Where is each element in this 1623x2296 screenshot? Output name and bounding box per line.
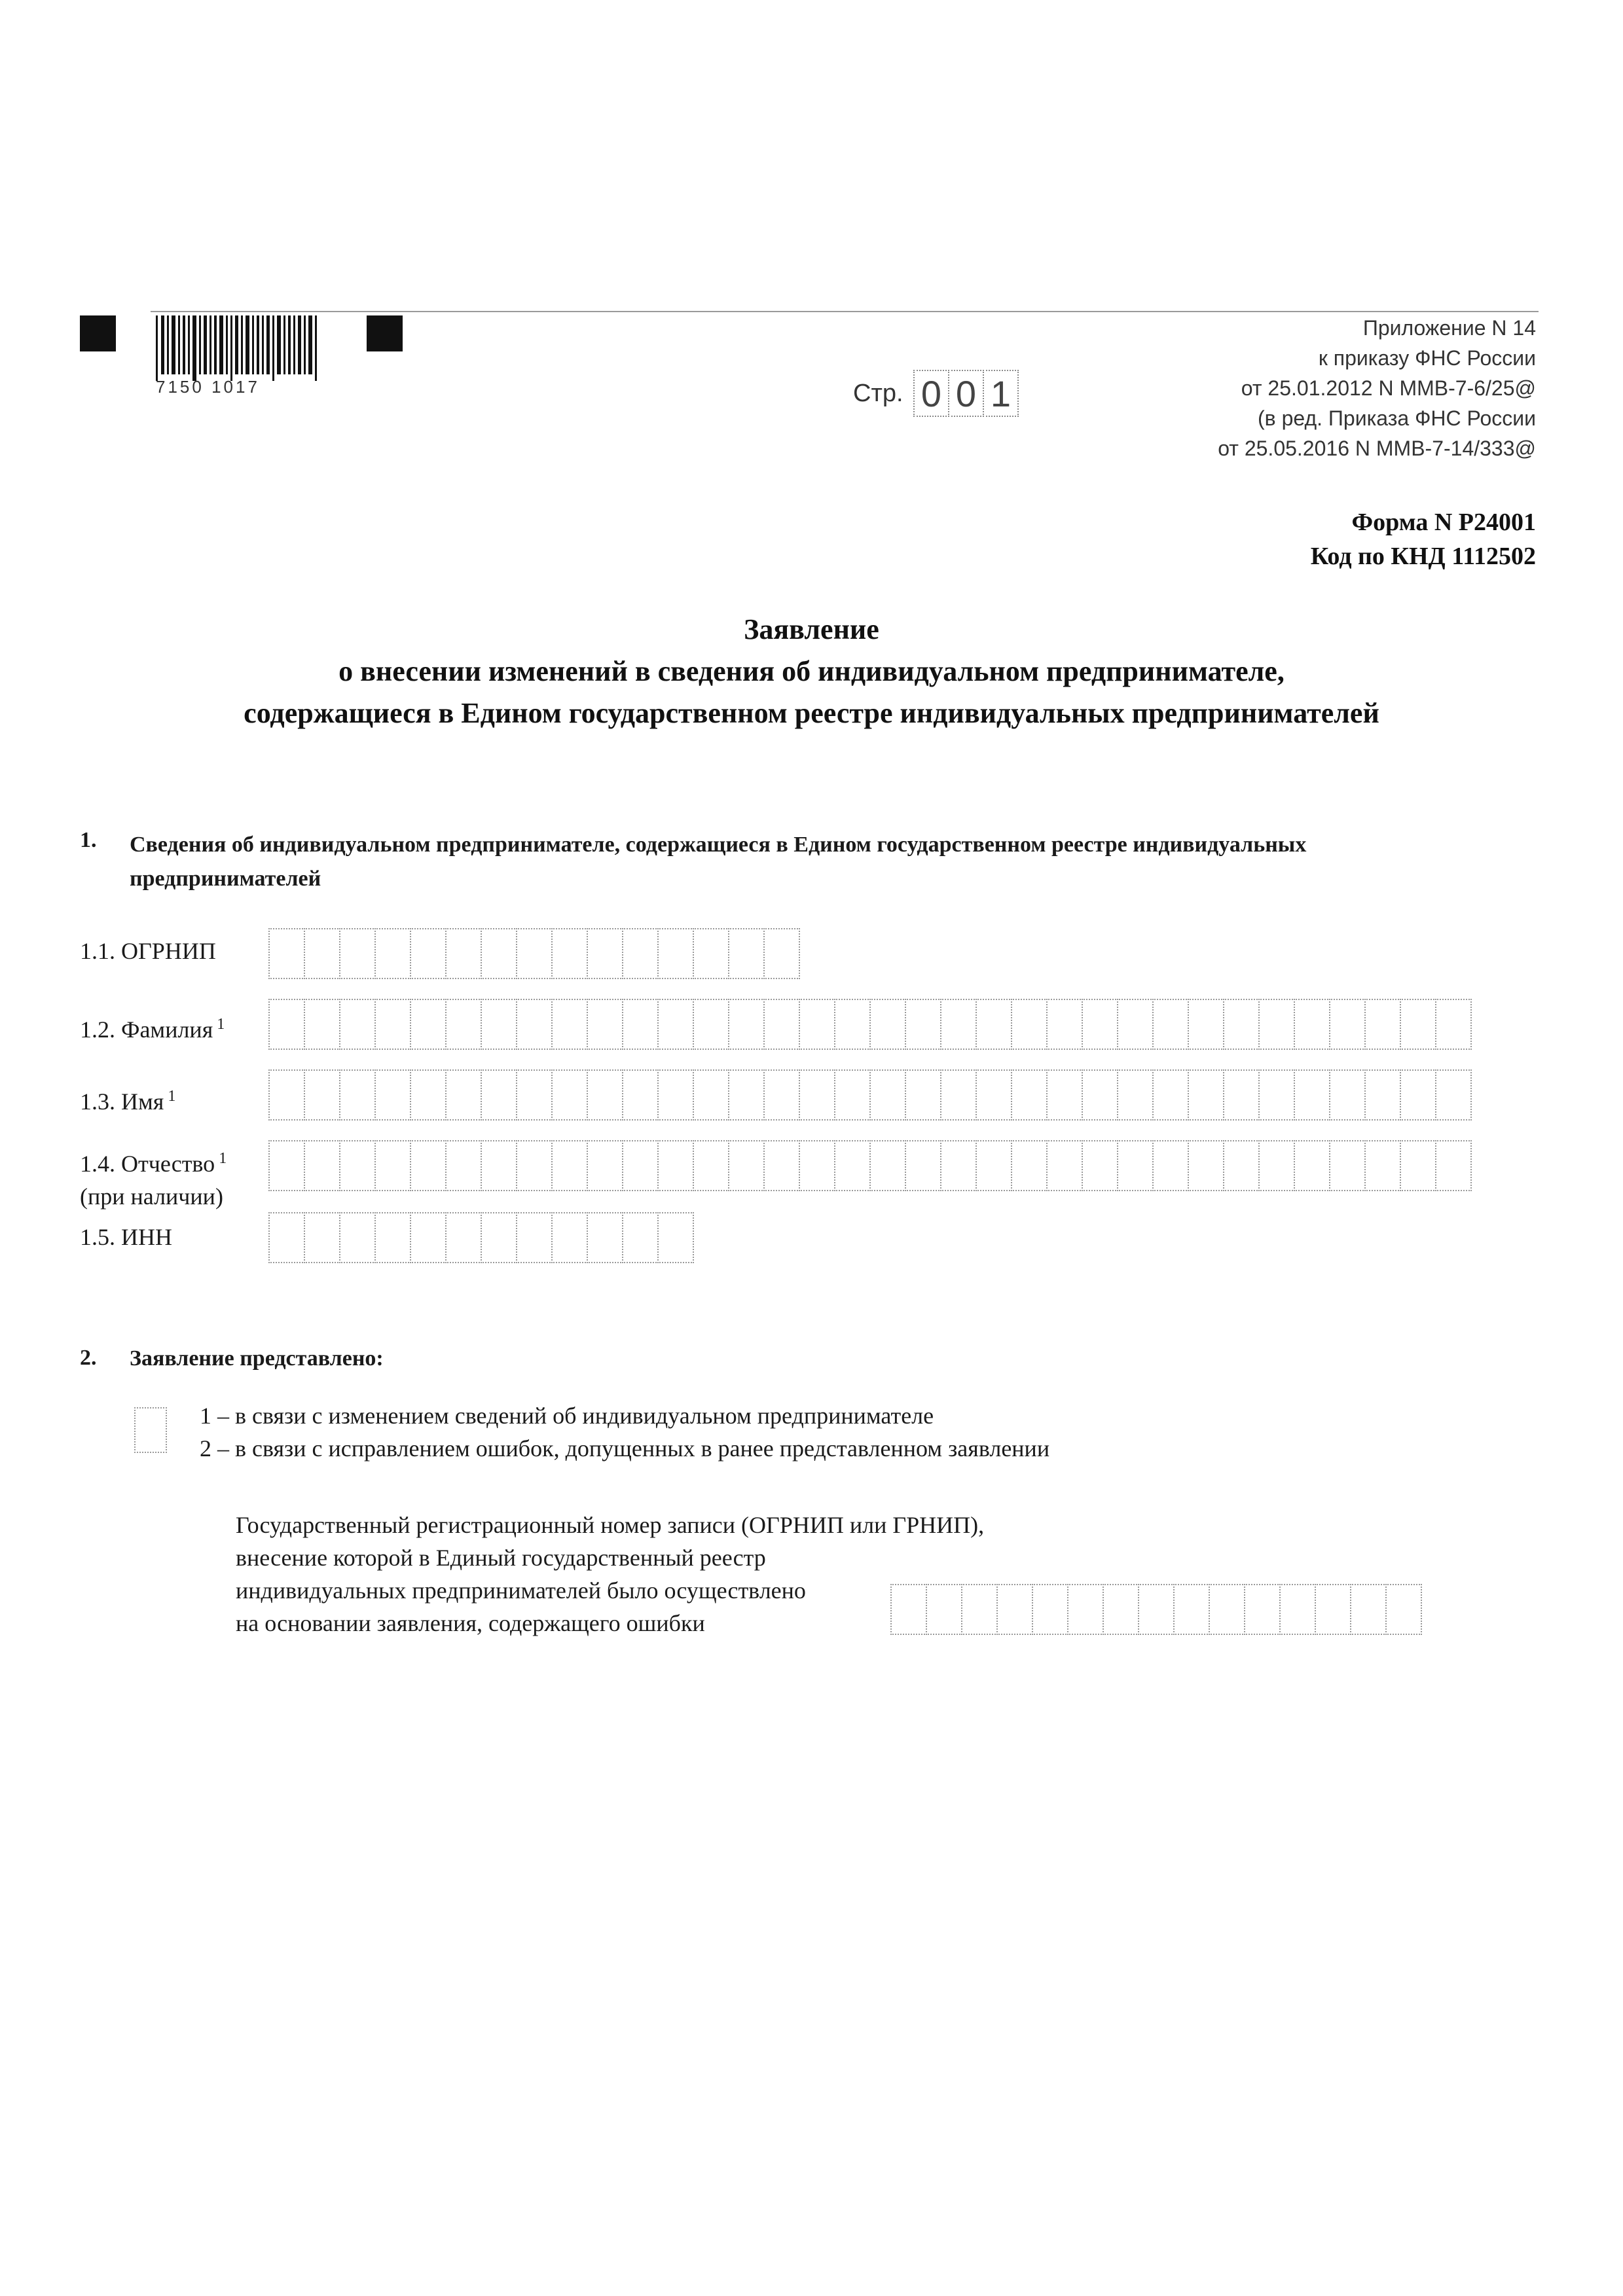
char-cell[interactable] [1364,999,1401,1050]
char-cell[interactable] [728,1140,765,1191]
barcode-digits: 7150 1017 [156,377,260,397]
char-cell[interactable] [1294,1069,1330,1121]
char-cell[interactable] [657,928,694,979]
page-digit-cell[interactable]: 0 [913,370,949,417]
char-cell[interactable] [657,999,694,1050]
char-cell[interactable] [622,928,659,979]
char-cell[interactable] [1329,1140,1366,1191]
option-2: 2 – в связи с исправлением ошибок, допущенных в ранее представленном заявлении [200,1435,1050,1462]
char-cell[interactable] [587,928,623,979]
char-cell[interactable] [834,1069,871,1121]
char-cell[interactable] [445,1212,482,1263]
char-cell[interactable] [1117,999,1154,1050]
char-cell[interactable] [1046,999,1083,1050]
char-cell[interactable] [799,999,835,1050]
char-cell[interactable] [905,999,941,1050]
char-cell[interactable] [1173,1584,1210,1635]
char-cell[interactable] [976,999,1012,1050]
char-cell[interactable] [1011,1069,1048,1121]
form-meta [1311,505,1536,573]
page-digit-cell[interactable]: 0 [948,370,984,417]
appendix-reference: Приложение N 14 к приказу ФНС России от 25.01.2012 N ММВ-7-6/25@ (в ред. Приказа ФНС России от 25.05.2016 N ММВ-7-14/333@ [1218,316,1536,460]
char-cell[interactable] [905,1140,941,1191]
char-cell[interactable] [374,999,411,1050]
char-cell[interactable] [587,999,623,1050]
left-marker [80,315,116,351]
char-cell[interactable] [339,928,376,979]
char-cell[interactable] [516,1069,553,1121]
char-cell[interactable] [1279,1584,1316,1635]
char-cell[interactable] [445,1069,482,1121]
header-rule [151,311,1539,312]
char-cell[interactable] [1329,999,1366,1050]
char-cell[interactable] [1152,1069,1189,1121]
char-cell[interactable] [1244,1584,1281,1635]
char-cell[interactable] [516,1212,553,1263]
section-1-heading: Сведения об индивидуальном предпринимателе, содержащиеся в Едином государственном реестре индивидуальных предпринимателей [130,833,1307,891]
char-cell[interactable] [304,928,340,979]
right-marker [367,315,403,351]
char-cell[interactable] [1082,1069,1118,1121]
name-input[interactable] [268,1069,1470,1121]
field-label-surname: 1.2. Фамилия $^1$ [80,1016,225,1043]
char-cell[interactable] [905,1069,941,1121]
page-digit-cell[interactable]: 1 [983,370,1019,417]
char-cell[interactable] [1117,1140,1154,1191]
field-label-patronymic: 1.4. Отчество $^1$ (при наличии) [80,1150,227,1210]
field-label-ogrnip: 1.1. ОГРНИП [80,938,216,964]
char-cell[interactable] [728,928,765,979]
inn-input[interactable] [268,1212,693,1263]
char-cell[interactable] [551,1069,588,1121]
char-cell[interactable] [1209,1584,1245,1635]
char-cell[interactable] [940,1140,977,1191]
char-cell[interactable] [869,999,906,1050]
char-cell[interactable] [374,1140,411,1191]
char-cell[interactable] [481,1140,517,1191]
char-cell[interactable] [940,1069,977,1121]
char-cell[interactable] [1400,999,1436,1050]
char-cell[interactable] [799,1140,835,1191]
char-cell[interactable] [410,1140,447,1191]
char-cell[interactable] [587,1212,623,1263]
char-cell[interactable] [763,928,800,979]
char-cell[interactable] [834,999,871,1050]
char-cell[interactable] [763,1069,800,1121]
char-cell[interactable] [657,1212,694,1263]
char-cell[interactable] [1138,1584,1175,1635]
char-cell[interactable] [622,999,659,1050]
char-cell[interactable] [763,999,800,1050]
char-cell[interactable] [304,1069,340,1121]
char-cell[interactable] [1188,1069,1224,1121]
char-cell[interactable] [926,1584,962,1635]
section-1-number: 1. [80,828,97,852]
char-cell[interactable] [1258,1069,1295,1121]
char-cell[interactable] [410,1069,447,1121]
char-cell[interactable] [728,1069,765,1121]
char-cell[interactable] [799,1069,835,1121]
char-cell[interactable] [996,1584,1033,1635]
char-cell[interactable] [869,1140,906,1191]
char-cell[interactable] [445,928,482,979]
char-cell[interactable] [445,1140,482,1191]
char-cell[interactable] [551,999,588,1050]
char-cell[interactable] [339,1069,376,1121]
char-cell[interactable] [551,928,588,979]
grn-input[interactable] [890,1584,1421,1635]
grn-description: Государственный регистрационный номер записи (ОГРНИП или ГРНИП), внесение которой в Единый государственный реестр индивидуальных предпринимателей было осуществлено на основании заявления, содержащего ошибки [236,1512,985,1636]
char-cell[interactable] [481,1212,517,1263]
char-cell[interactable] [1258,999,1295,1050]
char-cell[interactable] [516,1140,553,1191]
char-cell[interactable] [304,1212,340,1263]
char-cell[interactable] [339,1140,376,1191]
char-cell[interactable] [410,1212,447,1263]
char-cell[interactable] [693,999,729,1050]
char-cell[interactable] [268,1069,305,1121]
char-cell[interactable] [1294,1140,1330,1191]
char-cell[interactable] [481,999,517,1050]
char-cell[interactable] [304,1140,340,1191]
char-cell[interactable] [763,1140,800,1191]
char-cell[interactable] [1315,1584,1351,1635]
char-cell[interactable] [657,1140,694,1191]
page-number-cells [913,370,1017,417]
char-cell[interactable] [1329,1069,1366,1121]
char-cell[interactable] [410,999,447,1050]
submission-options [200,1399,1049,1465]
char-cell[interactable] [1223,1140,1260,1191]
char-cell[interactable] [890,1584,927,1635]
char-cell[interactable] [1294,999,1330,1050]
char-cell[interactable] [1103,1584,1139,1635]
char-cell[interactable] [1117,1069,1154,1121]
section-2-number: 2. [80,1346,97,1370]
char-cell[interactable] [1400,1069,1436,1121]
field-label-inn: 1.5. ИНН [80,1224,172,1250]
char-cell[interactable] [1400,1140,1436,1191]
page-label: Стр. [853,380,903,407]
char-cell[interactable] [1067,1584,1104,1635]
char-cell[interactable] [622,1140,659,1191]
char-cell[interactable] [1011,999,1048,1050]
char-cell[interactable] [481,928,517,979]
form-number: Форма N Р24001 [1351,509,1536,536]
char-cell[interactable] [693,928,729,979]
char-cell[interactable] [374,1212,411,1263]
char-cell[interactable] [304,999,340,1050]
char-cell[interactable] [551,1212,588,1263]
char-cell[interactable] [1364,1140,1401,1191]
char-cell[interactable] [339,999,376,1050]
section-2-heading: Заявление представлено: [130,1346,384,1371]
char-cell[interactable] [1188,1140,1224,1191]
char-cell[interactable] [268,928,305,979]
char-cell[interactable] [1223,1069,1260,1121]
char-cell[interactable] [268,1212,305,1263]
char-cell[interactable] [268,999,305,1050]
char-cell[interactable] [940,999,977,1050]
char-cell[interactable] [1152,1140,1189,1191]
char-cell[interactable] [1364,1069,1401,1121]
char-cell[interactable] [410,928,447,979]
char-cell[interactable] [1350,1584,1387,1635]
char-cell[interactable] [268,1140,305,1191]
char-cell[interactable] [374,928,411,979]
char-cell[interactable] [622,1212,659,1263]
char-cell[interactable] [445,999,482,1050]
char-cell[interactable] [1258,1140,1295,1191]
patronymic-input[interactable] [268,1140,1470,1191]
char-cell[interactable] [1152,999,1189,1050]
char-cell[interactable] [1385,1584,1422,1635]
char-cell[interactable] [728,999,765,1050]
char-cell[interactable] [1032,1584,1068,1635]
char-cell[interactable] [1223,999,1260,1050]
char-cell[interactable] [1435,999,1472,1050]
char-cell[interactable] [961,1584,998,1635]
char-cell[interactable] [587,1140,623,1191]
char-cell[interactable] [1082,1140,1118,1191]
char-cell[interactable] [657,1069,694,1121]
knd-code: Код по КНД 1112502 [1310,543,1536,570]
char-cell[interactable] [587,1069,623,1121]
char-cell[interactable] [869,1069,906,1121]
char-cell[interactable] [622,1069,659,1121]
option-1: 1 – в связи с изменением сведений об индивидуальном предпринимателе [200,1403,934,1429]
char-cell[interactable] [1188,999,1224,1050]
char-cell[interactable] [374,1069,411,1121]
char-cell[interactable] [693,1140,729,1191]
char-cell[interactable] [1046,1069,1083,1121]
char-cell[interactable] [1011,1140,1048,1191]
char-cell[interactable] [976,1140,1012,1191]
char-cell[interactable] [976,1069,1012,1121]
char-cell[interactable] [1435,1069,1472,1121]
char-cell[interactable] [1046,1140,1083,1191]
ogrnip-input[interactable] [268,928,799,979]
char-cell[interactable] [1435,1140,1472,1191]
submission-reason-checkbox[interactable] [134,1407,167,1453]
char-cell[interactable] [834,1140,871,1191]
char-cell[interactable] [551,1140,588,1191]
char-cell[interactable] [481,1069,517,1121]
char-cell[interactable] [339,1212,376,1263]
char-cell[interactable] [516,928,553,979]
surname-input[interactable] [268,999,1470,1050]
char-cell[interactable] [1082,999,1118,1050]
char-cell[interactable] [693,1069,729,1121]
field-label-name: 1.3. Имя $^1$ [80,1088,176,1115]
char-cell[interactable] [516,999,553,1050]
document-title: Заявление о внесении изменений в сведения об индивидуальном предпринимателе, содержащиеся в Едином государственном реестре индивидуальных предпринимателей [244,613,1379,729]
